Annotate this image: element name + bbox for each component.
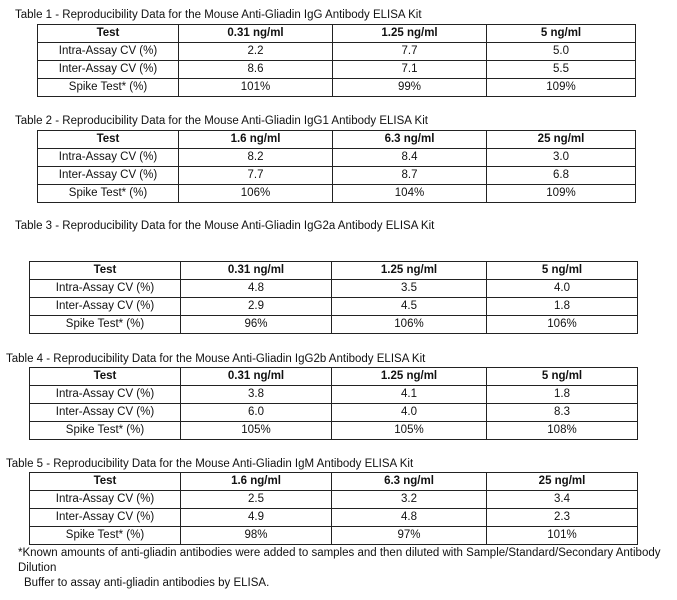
header-cell: 6.3 ng/ml [333, 131, 487, 149]
header-cell: 0.31 ng/ml [181, 262, 332, 280]
header-cell: 1.25 ng/ml [333, 25, 487, 43]
table-row [30, 386, 638, 404]
header-cell: Test [30, 368, 181, 386]
row-label: Spike Test* (%) [30, 527, 181, 545]
table-5 [29, 472, 638, 545]
header-cell: 5 ng/ml [487, 25, 636, 43]
table-4-caption: Table 4 - Reproducibility Data for the Mouse Anti-Gliadin IgG2b Antibody ELISA Kit [6, 353, 426, 365]
table-cell: 109% [487, 79, 636, 97]
table-1 [37, 24, 636, 97]
table-cell: 4.0 [332, 404, 487, 422]
table-cell: 106% [487, 316, 638, 334]
table-cell: 105% [332, 422, 487, 440]
row-label: Spike Test* (%) [38, 185, 179, 203]
table-row [38, 167, 636, 185]
table-cell: 8.3 [487, 404, 638, 422]
header-cell: 5 ng/ml [487, 262, 638, 280]
header-cell: 0.31 ng/ml [181, 368, 332, 386]
table-1-caption: Table 1 - Reproducibility Data for the Mouse Anti-Gliadin IgG Antibody ELISA Kit [15, 9, 422, 21]
table-cell: 99% [333, 79, 487, 97]
header-cell: 25 ng/ml [487, 473, 638, 491]
table-cell: 2.3 [487, 509, 638, 527]
table-cell: 4.5 [332, 298, 487, 316]
table-cell: 5.5 [487, 61, 636, 79]
table-cell: 101% [179, 79, 333, 97]
table-cell: 104% [333, 185, 487, 203]
footnote-line-1: *Known amounts of anti-gliadin antibodies were added to samples and then diluted with Sample/Standard/Secondary Antibody Dilution [18, 547, 661, 574]
table-cell: 8.7 [333, 167, 487, 185]
table-4 [29, 367, 638, 440]
table-cell: 106% [332, 316, 487, 334]
header-cell: Test [38, 25, 179, 43]
row-label: Spike Test* (%) [38, 79, 179, 97]
table-cell: 1.8 [487, 386, 638, 404]
table-cell: 7.7 [179, 167, 333, 185]
table-row [38, 149, 636, 167]
table-cell: 4.1 [332, 386, 487, 404]
row-label: Spike Test* (%) [30, 316, 181, 334]
footnote-line-2: Buffer to assay anti-gliadin antibodies by ELISA. [24, 577, 270, 589]
table-2 [37, 130, 636, 203]
table-cell: 105% [181, 422, 332, 440]
table-header-row [30, 368, 638, 386]
table-cell: 3.5 [332, 280, 487, 298]
table-row [30, 280, 638, 298]
row-label: Intra-Assay CV (%) [30, 491, 181, 509]
row-label: Intra-Assay CV (%) [38, 43, 179, 61]
table-row [38, 79, 636, 97]
table-row [38, 61, 636, 79]
table-row [30, 316, 638, 334]
table-row [30, 491, 638, 509]
table-cell: 8.6 [179, 61, 333, 79]
header-cell: 5 ng/ml [487, 368, 638, 386]
header-cell: 0.31 ng/ml [179, 25, 333, 43]
table-cell: 108% [487, 422, 638, 440]
table-cell: 98% [181, 527, 332, 545]
table-cell: 8.4 [333, 149, 487, 167]
row-label: Intra-Assay CV (%) [38, 149, 179, 167]
table-cell: 101% [487, 527, 638, 545]
row-label: Intra-Assay CV (%) [30, 386, 181, 404]
table-cell: 3.0 [487, 149, 636, 167]
header-cell: 1.25 ng/ml [332, 262, 487, 280]
table-cell: 4.9 [181, 509, 332, 527]
table-cell: 6.0 [181, 404, 332, 422]
table-cell: 7.7 [333, 43, 487, 61]
header-cell: Test [38, 131, 179, 149]
header-cell: 1.6 ng/ml [181, 473, 332, 491]
table-cell: 4.0 [487, 280, 638, 298]
table-row [30, 404, 638, 422]
header-cell: 6.3 ng/ml [332, 473, 487, 491]
table-3-caption: Table 3 - Reproducibility Data for the Mouse Anti-Gliadin IgG2a Antibody ELISA Kit [15, 220, 435, 232]
row-label: Intra-Assay CV (%) [30, 280, 181, 298]
table-5-caption: Table 5 - Reproducibility Data for the Mouse Anti-Gliadin IgM Antibody ELISA Kit [6, 458, 414, 470]
header-cell: Test [30, 473, 181, 491]
table-cell: 6.8 [487, 167, 636, 185]
table-cell: 3.8 [181, 386, 332, 404]
table-2-caption: Table 2 - Reproducibility Data for the Mouse Anti-Gliadin IgG1 Antibody ELISA Kit [15, 115, 428, 127]
row-label: Inter-Assay CV (%) [38, 167, 179, 185]
row-label: Inter-Assay CV (%) [30, 404, 181, 422]
header-cell: Test [30, 262, 181, 280]
table-cell: 3.2 [332, 491, 487, 509]
table-cell: 7.1 [333, 61, 487, 79]
table-header-row [38, 25, 636, 43]
table-cell: 4.8 [332, 509, 487, 527]
row-label: Inter-Assay CV (%) [30, 298, 181, 316]
table-row [30, 422, 638, 440]
table-cell: 5.0 [487, 43, 636, 61]
row-label: Inter-Assay CV (%) [38, 61, 179, 79]
table-cell: 2.5 [181, 491, 332, 509]
table-cell: 2.2 [179, 43, 333, 61]
header-cell: 25 ng/ml [487, 131, 636, 149]
table-cell: 106% [179, 185, 333, 203]
header-cell: 1.25 ng/ml [332, 368, 487, 386]
table-header-row [38, 131, 636, 149]
table-header-row [30, 262, 638, 280]
table-row [38, 43, 636, 61]
table-row [30, 298, 638, 316]
table-cell: 109% [487, 185, 636, 203]
header-cell: 1.6 ng/ml [179, 131, 333, 149]
table-cell: 4.8 [181, 280, 332, 298]
row-label: Inter-Assay CV (%) [30, 509, 181, 527]
table-cell: 97% [332, 527, 487, 545]
table-row [30, 527, 638, 545]
table-cell: 96% [181, 316, 332, 334]
table-row [38, 185, 636, 203]
table-cell: 1.8 [487, 298, 638, 316]
table-header-row [30, 473, 638, 491]
table-cell: 3.4 [487, 491, 638, 509]
table-cell: 8.2 [179, 149, 333, 167]
row-label: Spike Test* (%) [30, 422, 181, 440]
footnote [18, 546, 668, 591]
table-row [30, 509, 638, 527]
table-3 [29, 261, 638, 334]
table-cell: 2.9 [181, 298, 332, 316]
